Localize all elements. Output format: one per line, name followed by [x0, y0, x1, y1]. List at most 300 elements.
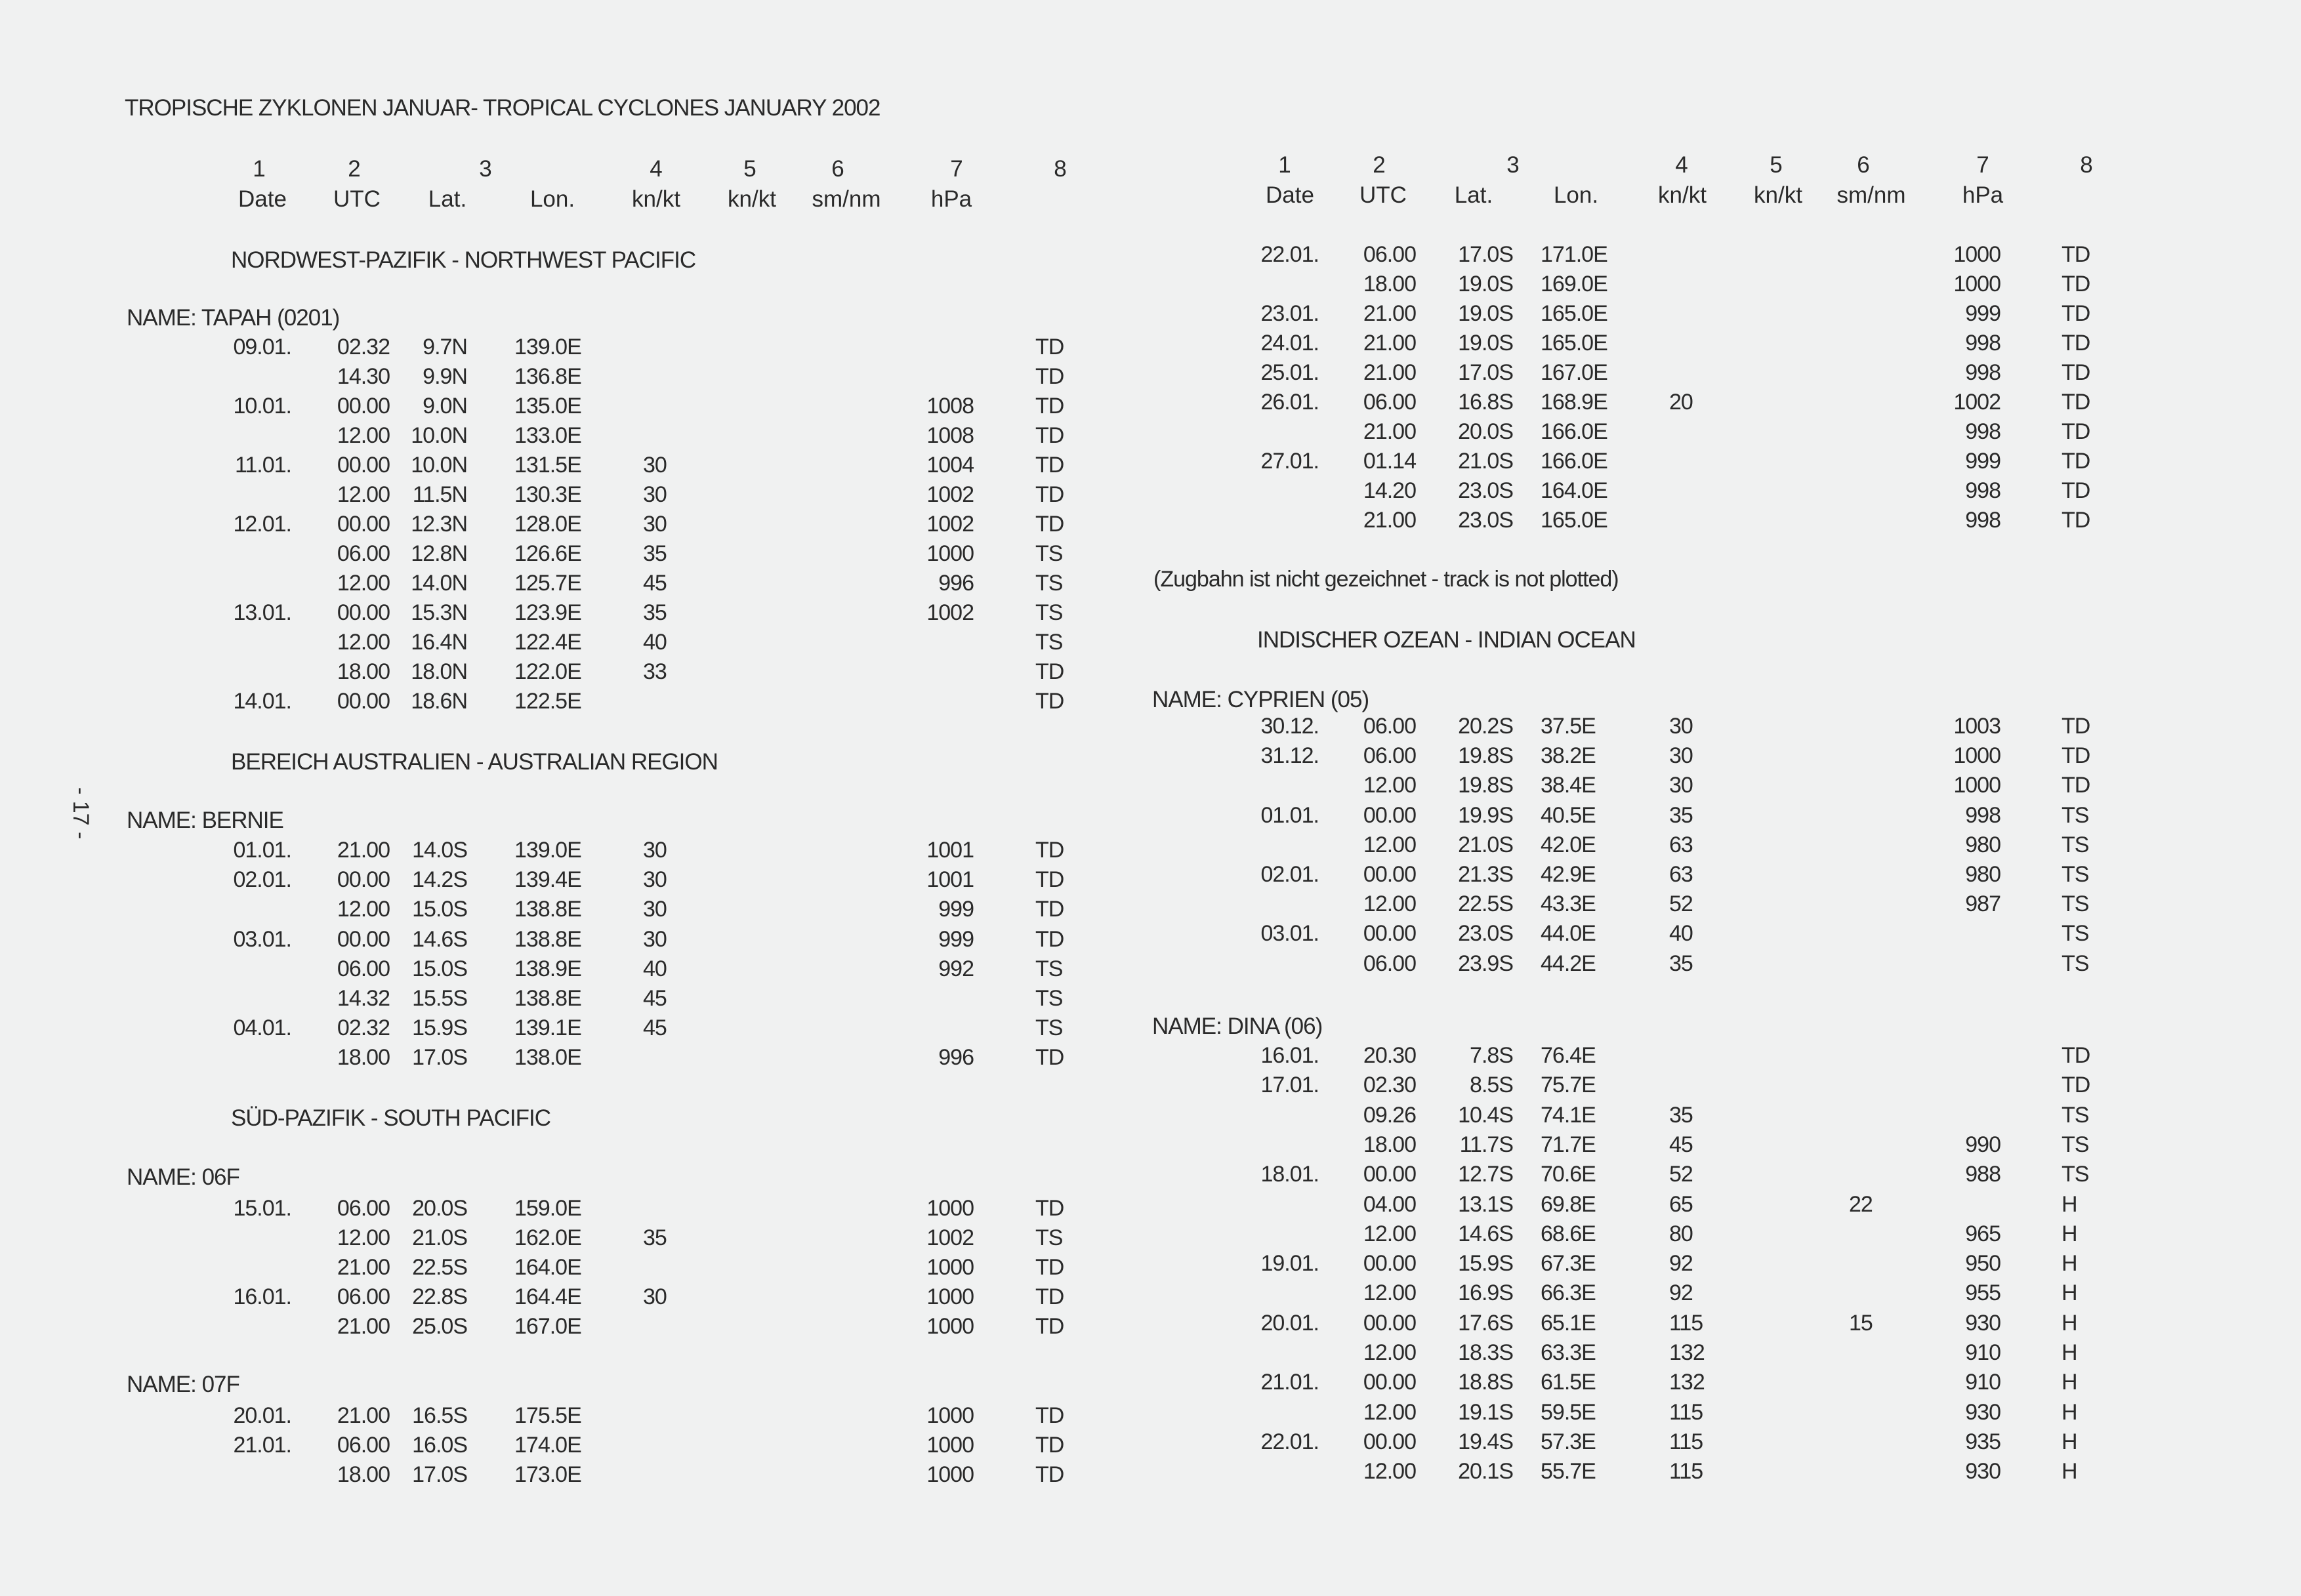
cell-pressure-hpa: 1003	[1953, 714, 2000, 739]
cell-utc: 00.00	[1363, 1162, 1416, 1187]
cell-utc: 02.30	[1363, 1073, 1416, 1098]
cell-wind-kt: 115	[1669, 1459, 1703, 1484]
section-indian-ocean: INDISCHER OZEAN - INDIAN OCEAN	[1257, 627, 1636, 653]
cell-utc: 00.00	[1363, 921, 1416, 947]
cell-class: TS	[2062, 862, 2089, 887]
cell-lon: 57.3E	[1541, 1429, 1596, 1454]
cell-pressure-hpa: 1008	[926, 423, 974, 448]
header-number-7: 7	[950, 156, 963, 182]
cell-pressure-hpa: 1000	[926, 1433, 974, 1458]
cell-lon: 61.5E	[1541, 1370, 1596, 1395]
cell-class: TD	[2062, 1043, 2090, 1068]
cell-date: 30.12.	[1260, 714, 1319, 739]
cell-pressure-hpa: 988	[1965, 1162, 2000, 1187]
header-number-6: 6	[1857, 152, 1870, 178]
cell-lon: 122.4E	[514, 630, 581, 655]
cell-utc: 21.00	[337, 838, 390, 863]
header-label-7: sm/nm	[1836, 182, 1906, 208]
cell-lat: 19.4S	[1458, 1429, 1513, 1454]
cell-wind-kt: 63	[1669, 832, 1693, 857]
cell-lat: 20.1S	[1458, 1459, 1513, 1484]
cell-lat: 10.0N	[411, 453, 467, 478]
cell-date: 22.01.	[1260, 1429, 1319, 1454]
cell-lon: 164.0E	[514, 1255, 581, 1280]
cell-pressure-hpa: 1000	[926, 1314, 974, 1339]
cell-lat: 13.1S	[1458, 1191, 1513, 1217]
cell-wind-kt: 52	[1669, 1162, 1693, 1187]
cell-lat: 9.0N	[423, 394, 467, 419]
cell-lon: 40.5E	[1541, 802, 1596, 828]
cell-wind-kt: 30	[643, 838, 667, 863]
cell-utc: 12.00	[1363, 891, 1416, 917]
cell-utc: 00.00	[1363, 1310, 1416, 1336]
header-number-4: 4	[650, 156, 663, 182]
cell-lat: 8.5S	[1470, 1073, 1513, 1098]
cell-utc: 00.00	[337, 453, 390, 478]
cell-lat: 18.0N	[411, 659, 467, 684]
cell-utc: 12.00	[1363, 1280, 1416, 1306]
cell-pressure-hpa: 1000	[926, 1255, 974, 1280]
cell-lat: 22.5S	[1458, 891, 1513, 917]
cell-utc: 06.00	[1363, 743, 1416, 769]
cell-pressure-hpa: 999	[1965, 449, 2000, 474]
cell-utc: 12.00	[337, 571, 390, 596]
cell-wind-kt: 45	[643, 571, 667, 596]
cell-lat: 21.0S	[1458, 449, 1513, 474]
cell-class: TS	[2062, 921, 2089, 947]
cell-class: TD	[1035, 453, 1064, 478]
cell-lon: 65.1E	[1541, 1310, 1596, 1336]
cell-class: TD	[2062, 242, 2090, 267]
cell-utc: 12.00	[1363, 1399, 1416, 1425]
cell-utc: 06.00	[1363, 390, 1416, 415]
cell-class: TD	[1035, 335, 1064, 359]
cell-wind-kt: 115	[1669, 1310, 1703, 1336]
cell-lat: 21.3S	[1458, 862, 1513, 887]
cell-lon: 139.0E	[514, 838, 581, 863]
cell-lat: 16.8S	[1458, 390, 1513, 415]
cell-pressure-hpa: 998	[1965, 508, 2000, 533]
cell-date: 04.01.	[233, 1015, 291, 1041]
cell-utc: 20.30	[1363, 1043, 1416, 1068]
cell-date: 02.01.	[1260, 862, 1319, 887]
header-number-1: 1	[253, 156, 266, 182]
cell-pressure-hpa: 1000	[1953, 773, 2000, 798]
cell-utc: 09.26	[1363, 1102, 1416, 1128]
cell-date: 27.01.	[1260, 449, 1319, 474]
cell-utc: 02.32	[337, 1015, 390, 1041]
cell-class: TD	[1035, 1462, 1064, 1487]
cell-wind-kt: 115	[1669, 1399, 1703, 1425]
cell-lon: 42.9E	[1541, 862, 1596, 887]
cell-date: 09.01.	[233, 335, 291, 359]
cell-lon: 68.6E	[1541, 1221, 1596, 1246]
cell-lon: 164.0E	[1541, 478, 1607, 503]
cell-date: 11.01.	[234, 453, 291, 478]
header-label-1: Date	[238, 186, 287, 212]
cell-class: H	[2062, 1191, 2077, 1217]
cell-wind-kt: 45	[1669, 1132, 1693, 1157]
cell-wind-kt: 92	[1669, 1251, 1693, 1277]
header-label-5: kn/kt	[632, 186, 680, 212]
cell-date: 21.01.	[1260, 1370, 1319, 1395]
cell-lon: 128.0E	[514, 512, 581, 537]
cell-lon: 138.9E	[514, 956, 581, 981]
cell-lon: 139.4E	[514, 867, 581, 893]
header-label-4: Lon.	[529, 186, 575, 212]
cell-class: TD	[2062, 360, 2090, 385]
header-number-6: 6	[831, 156, 844, 182]
cell-class: TD	[2062, 331, 2090, 356]
cell-date: 01.01.	[233, 838, 291, 863]
cell-radius-nm: 22	[1849, 1191, 1873, 1217]
cell-wind-kt: 30	[643, 897, 667, 922]
cell-pressure-hpa: 1002	[1953, 390, 2000, 415]
cell-date: 31.12.	[1260, 743, 1319, 769]
cell-lat: 17.0S	[1458, 242, 1513, 267]
cell-utc: 00.00	[337, 689, 390, 714]
cell-class: TD	[2062, 301, 2090, 326]
cell-wind-kt: 63	[1669, 862, 1693, 887]
cell-utc: 21.00	[1363, 419, 1416, 444]
cell-utc: 21.00	[337, 1403, 390, 1428]
cell-lat: 20.0S	[1458, 419, 1513, 444]
cell-utc: 00.00	[1363, 1251, 1416, 1277]
cell-class: H	[2062, 1429, 2077, 1454]
cell-class: TS	[1035, 600, 1063, 625]
cell-pressure-hpa: 1000	[926, 1284, 974, 1309]
cell-wind-kt: 35	[643, 1225, 667, 1250]
cell-date: 03.01.	[1260, 921, 1319, 947]
cell-class: TD	[2062, 478, 2090, 503]
header-number-8: 8	[2080, 152, 2093, 178]
cell-utc: 18.00	[1363, 1132, 1416, 1157]
cell-pressure-hpa: 998	[1965, 360, 2000, 385]
cell-date: 24.01.	[1260, 331, 1319, 356]
cell-lon: 173.0E	[514, 1462, 581, 1487]
cell-wind-kt: 30	[643, 926, 667, 952]
cell-pressure-hpa: 1002	[926, 482, 974, 507]
cell-class: TS	[2062, 951, 2089, 976]
header-label-8: hPa	[930, 186, 972, 212]
cell-lon: 175.5E	[514, 1403, 581, 1428]
header-number-8: 8	[1054, 156, 1067, 182]
cell-wind-kt: 30	[643, 1284, 667, 1309]
cell-class: TD	[1035, 1045, 1064, 1071]
header-label-6: kn/kt	[728, 186, 776, 212]
cell-lon: 138.0E	[514, 1045, 581, 1071]
cell-wind-kt: 40	[1669, 921, 1693, 947]
cell-lat: 18.6N	[411, 689, 467, 714]
cell-pressure-hpa: 930	[1965, 1399, 2000, 1425]
cell-utc: 00.00	[1363, 802, 1416, 828]
cell-date: 10.01.	[233, 394, 291, 419]
cell-pressure-hpa: 998	[1965, 802, 2000, 828]
header-label-6: kn/kt	[1754, 182, 1802, 208]
cell-wind-kt: 132	[1669, 1340, 1705, 1365]
cell-lon: 71.7E	[1541, 1132, 1596, 1157]
cell-lon: 162.0E	[514, 1225, 581, 1250]
header-number-2: 2	[1373, 152, 1386, 178]
cell-date: 18.01.	[1260, 1162, 1319, 1187]
right-header-numbers	[0, 152, 2301, 182]
cell-date: 01.01.	[1260, 802, 1319, 828]
cell-lat: 21.0S	[1458, 832, 1513, 857]
cell-class: TD	[1035, 394, 1064, 419]
cell-class: TD	[1035, 926, 1064, 952]
cell-lon: 165.0E	[1541, 301, 1607, 326]
cell-utc: 06.00	[337, 1433, 390, 1458]
cell-pressure-hpa: 987	[1965, 891, 2000, 917]
cell-wind-kt: 52	[1669, 891, 1693, 917]
cell-wind-kt: 30	[1669, 714, 1693, 739]
header-label-5: kn/kt	[1658, 182, 1707, 208]
cell-utc: 12.00	[337, 482, 390, 507]
cell-lat: 15.9S	[1458, 1251, 1513, 1277]
header-number-4: 4	[1675, 152, 1688, 178]
cell-lon: 166.0E	[1541, 449, 1607, 474]
cell-class: TD	[1035, 689, 1064, 714]
cell-class: TD	[1035, 423, 1064, 448]
cell-class: TS	[1035, 1015, 1063, 1041]
cell-utc: 12.00	[1363, 1221, 1416, 1246]
cell-lon: 55.7E	[1541, 1459, 1596, 1484]
cell-wind-kt: 30	[643, 482, 667, 507]
cell-class: TD	[1035, 867, 1064, 893]
cell-utc: 00.00	[1363, 1429, 1416, 1454]
cell-date: 19.01.	[1260, 1251, 1319, 1277]
cell-lon: 70.6E	[1541, 1162, 1596, 1187]
cell-pressure-hpa: 1008	[926, 394, 974, 419]
cell-lat: 21.0S	[412, 1225, 467, 1250]
cell-lat: 18.8S	[1458, 1370, 1513, 1395]
cell-utc: 21.00	[1363, 331, 1416, 356]
cell-wind-kt: 115	[1669, 1429, 1703, 1454]
cell-utc: 21.00	[337, 1255, 390, 1280]
cell-lat: 16.9S	[1458, 1280, 1513, 1306]
cell-pressure-hpa: 999	[1965, 301, 2000, 326]
cell-lon: 59.5E	[1541, 1399, 1596, 1425]
cell-lat: 15.3N	[411, 600, 467, 625]
cell-class: TS	[1035, 986, 1063, 1011]
cell-lat: 19.8S	[1458, 773, 1513, 798]
cell-wind-kt: 65	[1669, 1191, 1693, 1217]
right-header-labels	[0, 182, 2301, 213]
cell-lat: 11.7S	[1459, 1132, 1513, 1157]
cell-class: TS	[2062, 891, 2089, 917]
header-number-3: 3	[1506, 152, 1520, 178]
cell-wind-kt: 132	[1669, 1370, 1705, 1395]
cell-lon: 44.2E	[1541, 951, 1596, 976]
cell-class: TS	[2062, 832, 2089, 857]
cell-lon: 37.5E	[1541, 714, 1596, 739]
cell-lon: 136.8E	[514, 364, 581, 389]
cell-utc: 21.00	[1363, 301, 1416, 326]
cell-pressure-hpa: 990	[1965, 1132, 2000, 1157]
cell-wind-kt: 30	[1669, 773, 1693, 798]
cell-wind-kt: 35	[643, 600, 667, 625]
cell-lon: 130.3E	[514, 482, 581, 507]
cell-utc: 00.00	[1363, 862, 1416, 887]
cell-class: TS	[2062, 1132, 2089, 1157]
cell-class: TD	[1035, 1314, 1064, 1339]
cell-lon: 67.3E	[1541, 1251, 1596, 1277]
cell-lon: 74.1E	[1541, 1102, 1596, 1128]
cell-class: TD	[2062, 419, 2090, 444]
cell-pressure-hpa: 910	[1965, 1340, 2000, 1365]
cell-wind-kt: 35	[1669, 802, 1693, 828]
cell-pressure-hpa: 930	[1965, 1310, 2000, 1336]
cell-lon: 167.0E	[1541, 360, 1607, 385]
cell-date: 02.01.	[233, 867, 291, 893]
cell-lat: 22.8S	[412, 1284, 467, 1309]
header-label-4: Lon.	[1553, 182, 1599, 208]
cell-utc: 18.00	[337, 1045, 390, 1071]
cell-lat: 23.9S	[1458, 951, 1513, 976]
section-south-pacific: SÜD-PAZIFIK - SOUTH PACIFIC	[231, 1105, 550, 1131]
cell-lon: 75.7E	[1541, 1073, 1596, 1098]
cyclone-name-tapah: NAME: TAPAH (0201)	[127, 305, 340, 331]
cell-utc: 14.30	[337, 364, 390, 389]
cell-lon: 167.0E	[514, 1314, 581, 1339]
cell-lon: 164.4E	[514, 1284, 581, 1309]
header-label-1: Date	[1266, 182, 1314, 208]
cell-lon: 131.5E	[514, 453, 581, 478]
cell-lon: 133.0E	[514, 423, 581, 448]
cell-lat: 14.6S	[1458, 1221, 1513, 1246]
header-label-7: sm/nm	[812, 186, 881, 212]
cell-wind-kt: 30	[643, 453, 667, 478]
cell-lat: 19.0S	[1458, 272, 1513, 297]
cell-utc: 06.00	[337, 956, 390, 981]
cell-wind-kt: 30	[643, 867, 667, 893]
cell-utc: 06.00	[337, 541, 390, 566]
track-note: (Zugbahn ist nicht gezeichnet - track is not plotted)	[1153, 567, 1619, 592]
cell-wind-kt: 33	[643, 659, 667, 684]
cell-lat: 15.0S	[412, 897, 467, 922]
cyclone-name-06f: NAME: 06F	[127, 1164, 239, 1190]
header-label-3: Lat.	[428, 186, 467, 212]
cell-utc: 00.00	[1363, 1370, 1416, 1395]
cell-class: H	[2062, 1310, 2077, 1336]
cell-lat: 17.6S	[1458, 1310, 1513, 1336]
cell-utc: 12.00	[1363, 832, 1416, 857]
cell-lon: 63.3E	[1541, 1340, 1596, 1365]
cell-date: 26.01.	[1260, 390, 1319, 415]
cell-class: TD	[2062, 773, 2090, 798]
cell-lon: 138.8E	[514, 986, 581, 1011]
cell-wind-kt: 30	[1669, 743, 1693, 769]
cell-date: 16.01.	[233, 1284, 291, 1309]
cell-class: TD	[1035, 512, 1064, 537]
cell-class: TD	[1035, 1284, 1064, 1309]
cell-utc: 18.00	[1363, 272, 1416, 297]
cell-date: 16.01.	[1260, 1043, 1319, 1068]
cell-lat: 17.0S	[1458, 360, 1513, 385]
cell-lon: 135.0E	[514, 394, 581, 419]
cell-lon: 169.0E	[1541, 272, 1607, 297]
cell-class: TD	[1035, 838, 1064, 863]
cell-class: H	[2062, 1399, 2077, 1425]
cell-utc: 14.20	[1363, 478, 1416, 503]
cell-lon: 171.0E	[1541, 242, 1607, 267]
cell-lon: 42.0E	[1541, 832, 1596, 857]
cell-lat: 7.8S	[1470, 1043, 1513, 1068]
cell-date: 03.01.	[233, 926, 291, 952]
cell-utc: 21.00	[1363, 508, 1416, 533]
cell-pressure-hpa: 930	[1965, 1459, 2000, 1484]
cell-wind-kt: 35	[1669, 951, 1693, 976]
cell-pressure-hpa: 1001	[926, 838, 974, 863]
cell-lat: 9.9N	[423, 364, 467, 389]
cell-class: TD	[2062, 390, 2090, 415]
cell-class: TD	[2062, 272, 2090, 297]
cell-class: TD	[1035, 364, 1064, 389]
cell-lon: 174.0E	[514, 1433, 581, 1458]
cell-utc: 06.00	[337, 1284, 390, 1309]
page-title: TROPISCHE ZYKLONEN JANUAR- TROPICAL CYCLONES JANUARY 2002	[125, 95, 881, 121]
cell-utc: 00.00	[337, 926, 390, 952]
cell-lat: 15.0S	[412, 956, 467, 981]
cell-class: H	[2062, 1340, 2077, 1365]
cell-wind-kt: 92	[1669, 1280, 1693, 1306]
cell-lon: 44.0E	[1541, 921, 1596, 947]
cyclone-name-07f: NAME: 07F	[127, 1372, 239, 1397]
cell-class: TS	[1035, 571, 1063, 596]
cell-lat: 10.0N	[411, 423, 467, 448]
cell-date: 22.01.	[1260, 242, 1319, 267]
cell-lat: 15.9S	[412, 1015, 467, 1041]
header-number-5: 5	[1770, 152, 1783, 178]
cell-class: TD	[2062, 508, 2090, 533]
cell-class: TS	[2062, 802, 2089, 828]
cell-lat: 19.1S	[1458, 1399, 1513, 1425]
cell-pressure-hpa: 1001	[926, 867, 974, 893]
cell-lat: 19.8S	[1458, 743, 1513, 769]
cell-lon: 165.0E	[1541, 331, 1607, 356]
cell-utc: 06.00	[337, 1196, 390, 1221]
cell-utc: 12.00	[1363, 1340, 1416, 1365]
cell-class: H	[2062, 1370, 2077, 1395]
cell-utc: 01.14	[1363, 449, 1416, 474]
cell-class: TS	[1035, 1225, 1063, 1250]
cell-utc: 18.00	[337, 1462, 390, 1487]
header-label-2: UTC	[333, 186, 381, 212]
cell-utc: 14.32	[337, 986, 390, 1011]
cell-lon: 76.4E	[1541, 1043, 1596, 1068]
cell-lon: 38.4E	[1541, 773, 1596, 798]
cell-class: TS	[2062, 1162, 2089, 1187]
section-australian-region: BEREICH AUSTRALIEN - AUSTRALIAN REGION	[231, 749, 718, 775]
cell-pressure-hpa: 1002	[926, 600, 974, 625]
cell-pressure-hpa: 965	[1965, 1221, 2000, 1246]
cell-date: 12.01.	[233, 512, 291, 537]
cell-pressure-hpa: 955	[1965, 1280, 2000, 1306]
cell-class: TD	[1035, 1403, 1064, 1428]
cell-class: TS	[1035, 630, 1063, 655]
cell-date: 14.01.	[233, 689, 291, 714]
cell-lon: 123.9E	[514, 600, 581, 625]
cell-lat: 18.3S	[1458, 1340, 1513, 1365]
cell-lat: 22.5S	[412, 1255, 467, 1280]
cell-lon: 69.8E	[1541, 1191, 1596, 1217]
cell-utc: 12.00	[337, 1225, 390, 1250]
cell-date: 21.01.	[233, 1433, 291, 1458]
cell-lat: 12.3N	[411, 512, 467, 537]
cell-pressure-hpa: 999	[938, 926, 974, 952]
cell-date: 20.01.	[233, 1403, 291, 1428]
cell-lat: 15.5S	[412, 986, 467, 1011]
